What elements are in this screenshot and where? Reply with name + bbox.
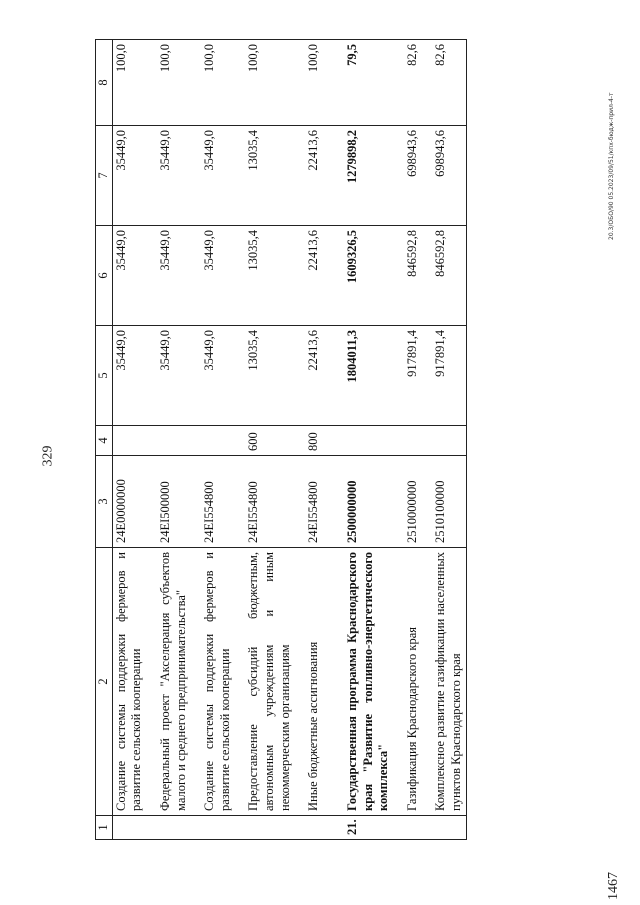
row-col5: 35449,0 [157, 326, 201, 426]
table-row [112, 40, 157, 840]
row-code: 24EI554800 [245, 456, 305, 548]
row-vr: 800 [305, 426, 344, 456]
row-number [157, 816, 201, 840]
row-col6: 22413,6 [305, 226, 344, 326]
row-col7: 35449,0 [157, 126, 201, 226]
column-header: 6 [96, 226, 113, 326]
row-col6: 1609326,5 [344, 226, 404, 326]
row-col5: 13035,4 [245, 326, 305, 426]
row-vr [157, 426, 201, 456]
rotated-table-sheet [95, 40, 635, 840]
column-header: 2 [96, 548, 113, 816]
row-code: 2500000000 [344, 456, 404, 548]
row-col8: 100,0 [157, 40, 201, 126]
row-col8: 100,0 [112, 40, 157, 126]
row-vr [344, 426, 404, 456]
row-col5: 35449,0 [112, 326, 157, 426]
column-header: 7 [96, 126, 113, 226]
row-col8: 100,0 [305, 40, 344, 126]
row-number [245, 816, 305, 840]
table-header-row [96, 40, 113, 840]
row-code: 2510100000 [432, 456, 466, 548]
row-vr: 600 [245, 426, 305, 456]
page-number-corner: 1467 [606, 872, 621, 900]
column-header: 4 [96, 426, 113, 456]
row-col7: 22413,6 [305, 126, 344, 226]
page-number-top: 329 [40, 445, 56, 467]
row-col7: 35449,0 [112, 126, 157, 226]
row-col7: 35449,0 [201, 126, 245, 226]
row-col8: 100,0 [245, 40, 305, 126]
column-header: 3 [96, 456, 113, 548]
table-row [201, 40, 245, 840]
row-vr [112, 426, 157, 456]
row-name: Предоставление субсидий бюджетным, автономным учреждениям и иным некоммерческим организациям [245, 548, 305, 816]
row-col7: 698943,6 [404, 126, 433, 226]
row-name: Федеральный проект "Акселерация субъектов малого и среднего предпринимательства" [157, 548, 201, 816]
row-name: Газификация Краснодарского края [404, 548, 433, 816]
table-row [404, 40, 433, 840]
row-col6: 846592,8 [432, 226, 466, 326]
row-code: 24EI554800 [201, 456, 245, 548]
row-col8: 82,6 [432, 40, 466, 126]
row-number [201, 816, 245, 840]
row-name: Иные бюджетные ассигнования [305, 548, 344, 816]
row-vr [432, 426, 466, 456]
row-code: 24E0000000 [112, 456, 157, 548]
row-code: 24EI554800 [305, 456, 344, 548]
row-code: 2510000000 [404, 456, 433, 548]
row-col7: 1279898,2 [344, 126, 404, 226]
row-col5: 917891,4 [404, 326, 433, 426]
column-header: 5 [96, 326, 113, 426]
row-col8: 79,5 [344, 40, 404, 126]
row-number [432, 816, 466, 840]
table-row [157, 40, 201, 840]
row-number [112, 816, 157, 840]
budget-table [95, 39, 467, 840]
row-col5: 22413,6 [305, 326, 344, 426]
row-code: 24EI500000 [157, 456, 201, 548]
row-col8: 100,0 [201, 40, 245, 126]
row-name: Государственная программа Краснодарского края "Развитие топливно-энергетического комплекса" [344, 548, 404, 816]
row-col5: 1804011,3 [344, 326, 404, 426]
row-vr [404, 426, 433, 456]
row-number: 21. [344, 816, 404, 840]
row-col7: 698943,6 [432, 126, 466, 226]
table-row [305, 40, 344, 840]
row-name: Создание системы поддержки фермеров и развитие сельской кооперации [201, 548, 245, 816]
column-header: 8 [96, 40, 113, 126]
document-serial-code: 20.3/ОБО/90 05.2023/09/51/кпх-бюдж-прил-4-т [608, 92, 615, 240]
row-name: Создание системы поддержки фермеров и развитие сельской кооперации [112, 548, 157, 816]
table-row-program [344, 40, 404, 840]
table-row [432, 40, 466, 840]
row-col8: 82,6 [404, 40, 433, 126]
row-col7: 13035,4 [245, 126, 305, 226]
row-col5: 917891,4 [432, 326, 466, 426]
row-number [404, 816, 433, 840]
column-header: 1 [96, 816, 113, 840]
row-col6: 35449,0 [201, 226, 245, 326]
row-col6: 35449,0 [157, 226, 201, 326]
row-col6: 846592,8 [404, 226, 433, 326]
row-col5: 35449,0 [201, 326, 245, 426]
row-name: Комплексное развитие газификации населенных пунктов Краснодарского края [432, 548, 466, 816]
row-col6: 13035,4 [245, 226, 305, 326]
row-col6: 35449,0 [112, 226, 157, 326]
row-vr [201, 426, 245, 456]
table-row [245, 40, 305, 840]
row-number [305, 816, 344, 840]
